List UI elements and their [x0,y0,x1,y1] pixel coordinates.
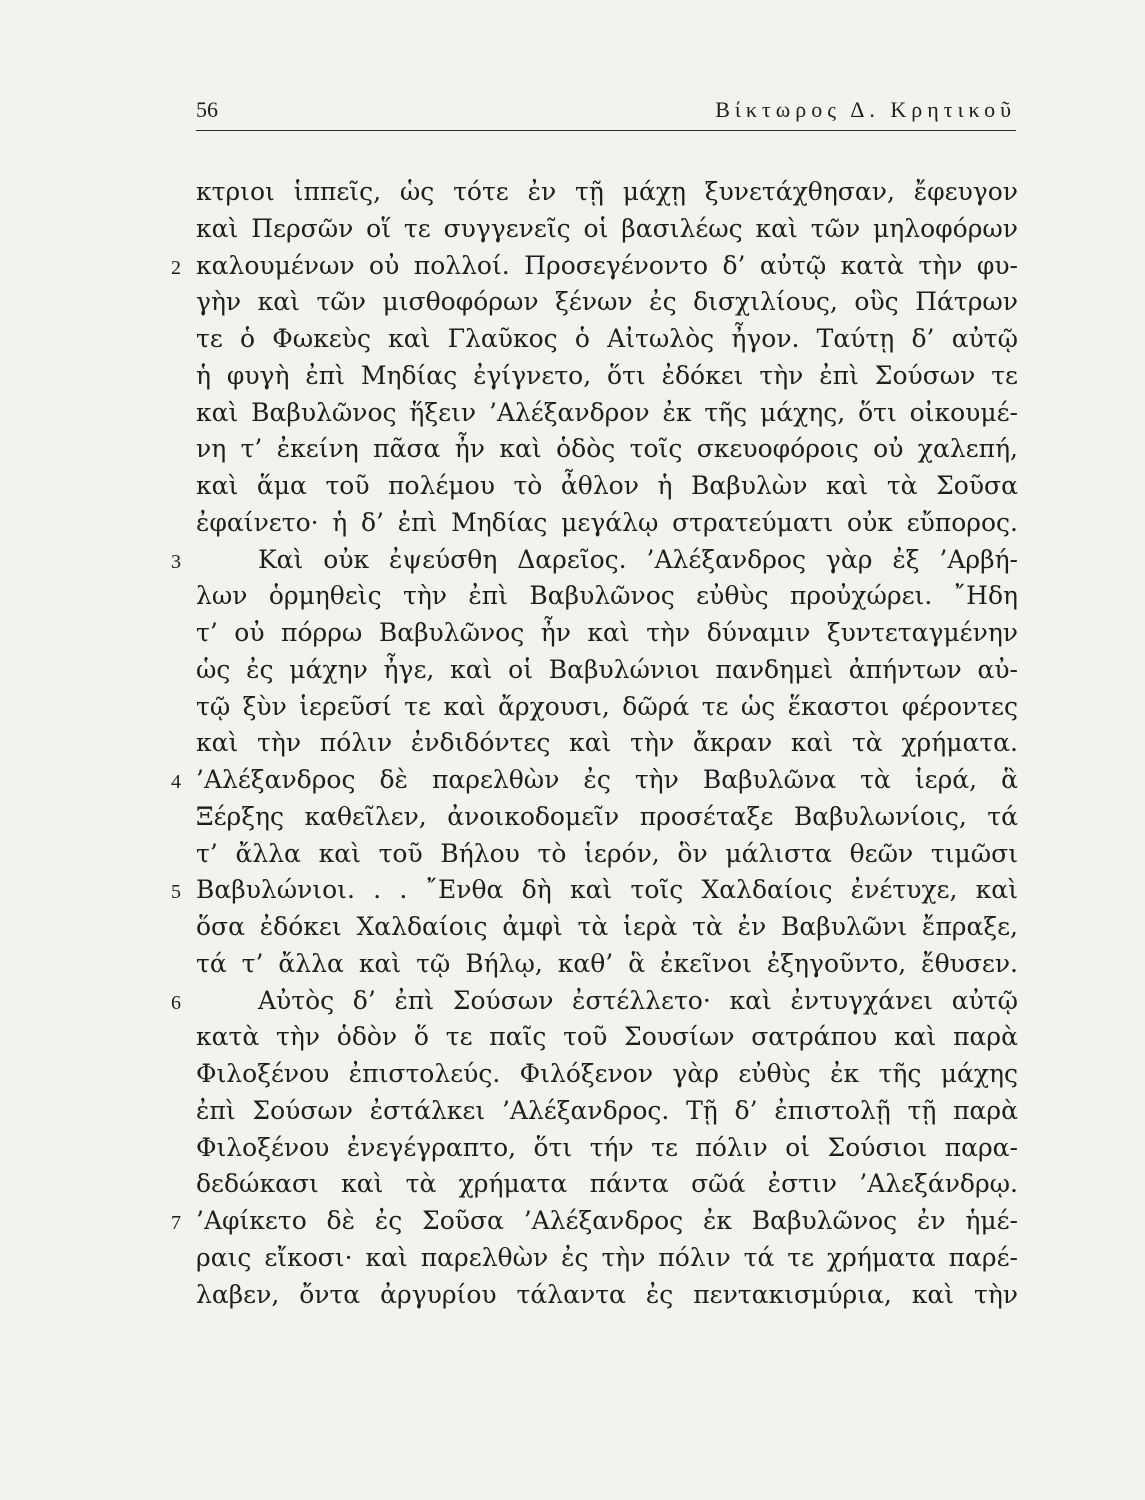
text-line [171,983,1018,1020]
text-line [196,1056,1018,1093]
line-text: καὶ Βαβυλῶνος ἥξειν ’Αλέξανδρον ἐκ τῆς μάχης, ὅτι οἰκουμέ- [196,397,1018,427]
body-text [171,174,1018,1313]
line-text: τῷ ξὺν ἱερεῦσί τε καὶ ἄρχουσι, δῶρά τε ὡς ἕκαστοι φέροντες [196,691,1018,721]
line-text: Φιλοξένου ἐνεγέγραπτο, ὅτι τήν τε πόλιν οἱ Σούσιοι παρα- [196,1132,1018,1162]
line-text: ’Αφίκετο δὲ ἐς Σοῦσα ’Αλέξανδρος ἐκ Βαβυλῶνος ἐν ἡμέ- [196,1206,1018,1235]
line-text: ’Αλέξανδρος δὲ παρελθὼν ἐς τὴν Βαβυλῶνα τὰ ἱερά, ἃ [196,765,1018,794]
text-line [196,211,1018,248]
page-header [196,97,1016,129]
text-line [171,248,1018,285]
line-text: ὡς ἐς μάχην ἦγε, καὶ οἱ Βαβυλώνιοι πανδημεὶ ἀπήντων αὐ- [196,654,1018,684]
text-line [196,174,1018,211]
line-text: καὶ τὴν πόλιν ἐνδιδόντες καὶ τὴν ἄκραν καὶ τὰ χρήματα. [196,728,1018,758]
line-text: Αὐτὸς δ’ ἐπὶ Σούσων ἐστέλλετο· καὶ ἐντυγχάνει αὐτῷ [258,985,1018,1015]
text-line [196,1093,1018,1130]
line-text: γὴν καὶ τῶν μισθοφόρων ξένων ἐς δισχιλίους, οὓς Πάτρων [196,287,1018,317]
text-line [196,652,1018,689]
text-line [196,615,1018,652]
line-text: καλουμένων οὐ πολλοί. Προσεγένοντο δ’ αὐτῷ κατὰ τὴν φυ- [196,250,1018,280]
text-line [196,284,1018,321]
line-text: καὶ Περσῶν οἵ τε συγγενεῖς οἱ βασιλέως καὶ τῶν μηλοφόρων [196,213,1018,243]
line-text: ἡ φυγὴ ἐπὶ Μηδίας ἐγίγνετο, ὅτι ἐδόκει τὴν ἐπὶ Σούσων τε [196,360,1018,390]
text-line [196,946,1018,983]
section-number: 6 [171,991,181,1014]
text-line [196,1019,1018,1056]
text-line [196,1277,1018,1314]
line-text: ἐπὶ Σούσων ἐστάλκει ’Αλέξανδρος. Τῇ δ’ ἐπιστολῇ τῇ παρὰ [196,1095,1018,1125]
text-line [171,762,1018,799]
running-head: Βίκτωρος Δ. Κρητικοῦ [715,97,1016,122]
page-number: 56 [196,97,218,122]
text-line [196,689,1018,726]
text-line [196,505,1018,542]
line-text: κτριοι ἱππεῖς, ὡς τότε ἐν τῇ μάχῃ ξυνετάχθησαν, ἔφευγον [196,177,1018,206]
section-number: 4 [171,771,181,793]
text-line [171,1203,1018,1240]
text-line [196,1130,1018,1167]
line-text: ραις εἴκοσι· καὶ παρελθὼν ἐς τὴν πόλιν τά τε χρήματα παρέ- [196,1242,1018,1272]
text-line [196,1166,1018,1203]
text-line [196,468,1018,505]
text-line [196,431,1018,468]
line-text: τά τ’ ἄλλα καὶ τῷ Βήλῳ, καθ’ ἃ ἐκεῖνοι ἐξηγοῦντο, ἔθυσεν. [196,948,1018,978]
section-number: 5 [171,881,181,904]
line-text: τε ὁ Φωκεὺς καὶ Γλαῦκος ὁ Αἰτωλὸς ἦγον. Ταύτῃ δ’ αὐτῷ [196,324,1018,353]
line-text: ὅσα ἐδόκει Χαλδαίοις ἀμφὶ τὰ ἱερὰ τὰ ἐν Βαβυλῶνι ἔπραξε, [196,912,1018,941]
line-text: λαβεν, ὄντα ἀργυρίου τάλαντα ἐς πεντακισμύρια, καὶ τὴν [196,1279,1018,1309]
line-text: τ’ ἄλλα καὶ τοῦ Βήλου τὸ ἱερόν, ὃν μάλιστα θεῶν τιμῶσι [196,838,1018,868]
section-number: 3 [171,550,181,573]
text-line [196,799,1018,836]
text-line [171,542,1018,579]
text-line [196,836,1018,873]
header-rule [196,130,1016,131]
text-line [196,321,1018,358]
text-line [171,872,1018,909]
line-text: ἐφαίνετο· ἡ δ’ ἐπὶ Μηδίας μεγάλῳ στρατεύματι οὐκ εὔπορος. [196,507,1018,537]
text-line [196,1240,1018,1277]
text-line [196,909,1018,946]
text-line [196,395,1018,432]
line-text: λων ὁρμηθεὶς τὴν ἐπὶ Βαβυλῶνος εὐθὺς προὐχώρει. ῎Ηδη [196,581,1018,611]
line-text: Ξέρξης καθεῖλεν, ἀνοικοδομεῖν προσέταξε Βαβυλωνίοις, τά [196,801,1018,831]
section-number: 7 [171,1212,181,1234]
line-text: Καὶ οὐκ ἐψεύσθη Δαρεῖος. ’Αλέξανδρος γὰρ ἐξ ’Αρβή- [258,544,1018,574]
text-line [196,725,1018,762]
line-text: κατὰ τὴν ὁδὸν ὅ τε παῖς τοῦ Σουσίων σατράπου καὶ παρὰ [196,1022,1018,1052]
section-number: 2 [171,256,181,279]
line-text: νη τ’ ἐκείνη πᾶσα ἦν καὶ ὁδὸς τοῖς σκευοφόροις οὐ χαλεπή, [196,434,1018,464]
text-line [196,358,1018,395]
line-text: καὶ ἅμα τοῦ πολέμου τὸ ἆθλον ἡ Βαβυλὼν καὶ τὰ Σοῦσα [196,471,1018,500]
line-text: Βαβυλώνιοι. . . ῎Ενθα δὴ καὶ τοῖς Χαλδαίοις ἐνέτυχε, καὶ [196,875,1018,905]
line-text: Φιλοξένου ἐπιστολεύς. Φιλόξενον γὰρ εὐθὺς ἐκ τῆς μάχης [196,1059,1018,1088]
line-text: τ’ οὐ πόρρω Βαβυλῶνος ἦν καὶ τὴν δύναμιν ξυντεταγμένην [196,618,1018,647]
text-line [196,578,1018,615]
line-text: δεδώκασι καὶ τὰ χρήματα πάντα σῶά ἐστιν ’Αλεξάνδρῳ. [196,1169,1018,1199]
